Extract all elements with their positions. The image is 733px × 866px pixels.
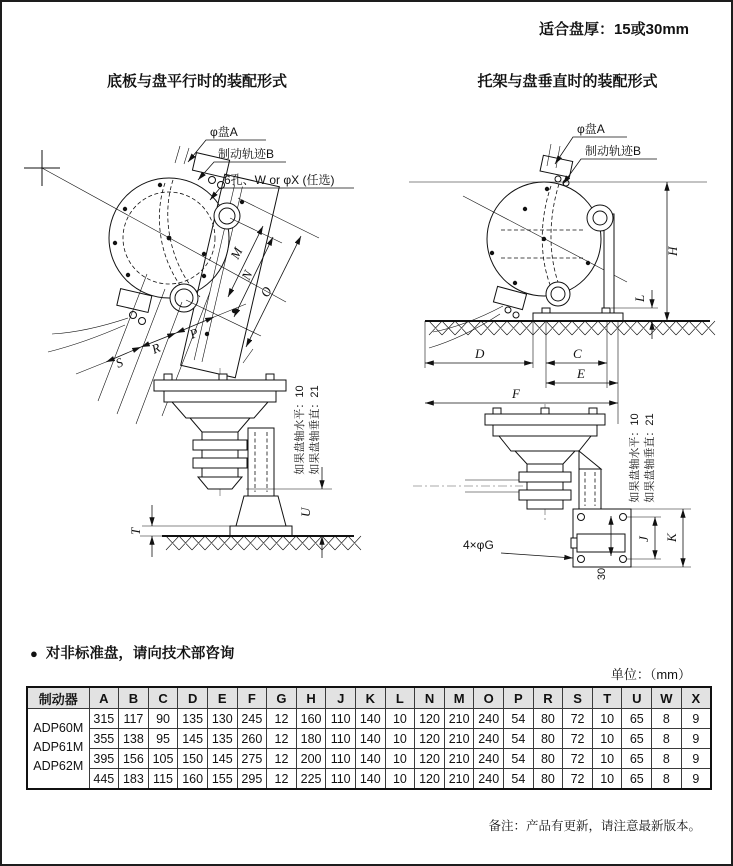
left-drawing-svg	[14, 106, 402, 614]
table-header-row	[27, 687, 711, 709]
table-cell: 12	[267, 749, 297, 769]
foot-cone	[236, 496, 286, 526]
table-cell: 110	[326, 729, 356, 749]
table-cell: 10	[592, 729, 622, 749]
unit-note: 单位：（mm）	[610, 667, 691, 682]
axis-vertical-note: 如果盘轴垂直：21	[309, 385, 321, 475]
base-pad	[230, 526, 292, 536]
model-label: ADP61M	[33, 739, 84, 754]
table-cell: 9	[681, 729, 711, 749]
table-cell: 225	[296, 769, 326, 790]
table-cell: 105	[148, 749, 178, 769]
table-cell: 120	[415, 749, 445, 769]
model-label: ADP62M	[33, 758, 84, 773]
flange-plate	[154, 380, 286, 391]
dim-j: J	[636, 536, 651, 542]
table-cell: 260	[237, 729, 267, 749]
dim-e: E	[577, 366, 585, 381]
table-header-k: K	[355, 687, 385, 709]
table-header-o: O	[474, 687, 504, 709]
table-cell: 9	[681, 749, 711, 769]
cable-curve	[429, 306, 503, 348]
table-cell: 10	[385, 769, 415, 790]
disc-a-label: φ盘A	[210, 125, 238, 139]
table-cell: 240	[474, 749, 504, 769]
table-cell: 445	[89, 769, 119, 790]
consult-note	[30, 642, 234, 663]
axis-vertical-note: 如果盘轴垂直：21	[644, 413, 656, 503]
table-cell: 355	[89, 729, 119, 749]
table-cell: 117	[119, 709, 149, 729]
table-cell: 8	[652, 709, 682, 729]
model-column-cell	[27, 709, 89, 790]
table-cell: 150	[178, 749, 208, 769]
table-cell: 80	[533, 729, 563, 749]
table-cell: 54	[504, 749, 534, 769]
table-cell: 156	[119, 749, 149, 769]
left-drawing-title: 底板与盘平行时的装配形式	[106, 73, 287, 90]
table-header-d: D	[178, 687, 208, 709]
table-cell: 135	[207, 729, 237, 749]
disc-a-label: φ盘A	[577, 122, 605, 136]
table-cell: 10	[592, 709, 622, 729]
dim-h: H	[665, 246, 680, 256]
table-cell: 65	[622, 769, 652, 790]
table-cell: 8	[652, 769, 682, 790]
table-cell: 80	[533, 769, 563, 790]
table-cell: 65	[622, 709, 652, 729]
table-cell: 8	[652, 729, 682, 749]
table-cell: 90	[148, 709, 178, 729]
dimension-table	[26, 686, 712, 790]
table-header-p: P	[504, 687, 534, 709]
track-b-label: 制动轨迹B	[585, 144, 642, 158]
table-cell: 183	[119, 769, 149, 790]
table-cell: 54	[504, 729, 534, 749]
table-cell: 240	[474, 769, 504, 790]
ground-hatch	[429, 321, 715, 335]
dim-t: T	[128, 527, 143, 535]
bolt-holes-label: 4×φG	[463, 538, 494, 552]
table-row	[27, 769, 711, 790]
dim-p: P	[187, 324, 201, 342]
table-cell: 275	[237, 749, 267, 769]
table-cell: 54	[504, 769, 534, 790]
table-cell: 160	[296, 709, 326, 729]
table-header-e: E	[207, 687, 237, 709]
cable-curve	[52, 318, 128, 334]
dim-d: D	[475, 346, 485, 361]
table-cell: 10	[385, 749, 415, 769]
table-cell: 72	[563, 729, 593, 749]
table-cell: 130	[207, 709, 237, 729]
table-cell: 240	[474, 729, 504, 749]
flange-plate	[485, 414, 605, 425]
table-cell: 395	[89, 749, 119, 769]
table-header-m: M	[444, 687, 474, 709]
table-cell: 210	[444, 729, 474, 749]
table-cell: 72	[563, 709, 593, 729]
table-cell: 65	[622, 729, 652, 749]
table-cell: 72	[563, 749, 593, 769]
track-b-label: 制动轨迹B	[218, 147, 275, 161]
table-cell: 140	[355, 749, 385, 769]
table-cell: 80	[533, 709, 563, 729]
dim-s: S	[113, 354, 126, 371]
table-cell: 9	[681, 709, 711, 729]
mount-hole-top	[214, 203, 240, 229]
dim-o: O	[257, 284, 275, 300]
table-cell: 12	[267, 769, 297, 790]
table-cell: 10	[385, 709, 415, 729]
table-header-u: U	[622, 687, 652, 709]
dim-r: R	[149, 339, 163, 357]
mount-hole-bottom	[170, 284, 198, 312]
table-cell: 210	[444, 769, 474, 790]
dim-u: U	[298, 507, 313, 517]
table-cell: 140	[355, 729, 385, 749]
table-cell: 200	[296, 749, 326, 769]
dimension-table-wrap	[26, 686, 712, 790]
right-drawing-svg	[405, 106, 727, 614]
axis-horizontal-note: 如果盘轴水平：10	[629, 413, 641, 503]
table-cell: 315	[89, 709, 119, 729]
right-drawing	[405, 106, 727, 619]
table-cell: 110	[326, 769, 356, 790]
foot-block	[577, 534, 625, 552]
dim-k: K	[664, 533, 679, 542]
table-cell: 120	[415, 729, 445, 749]
table-cell: 240	[474, 709, 504, 729]
table-cell: 145	[207, 749, 237, 769]
dim-m: M	[227, 244, 246, 262]
table-header-j: J	[326, 687, 356, 709]
table-cell: 54	[504, 709, 534, 729]
table-header-c: C	[148, 687, 178, 709]
table-header-g: G	[267, 687, 297, 709]
table-cell: 295	[237, 769, 267, 790]
table-header-b: B	[119, 687, 149, 709]
table-header-n: N	[415, 687, 445, 709]
dim-f: F	[512, 386, 520, 401]
table-header-a: A	[89, 687, 119, 709]
bullet-icon: ●	[30, 646, 38, 661]
table-cell: 9	[681, 769, 711, 790]
table-cell: 145	[178, 729, 208, 749]
ground-hatch	[166, 536, 361, 550]
model-label: ADP60M	[33, 720, 84, 735]
table-header-w: W	[652, 687, 682, 709]
support-arm	[248, 428, 274, 496]
table-cell: 8	[652, 749, 682, 769]
table-row	[27, 709, 711, 729]
table-header-t: T	[592, 687, 622, 709]
table-cell: 12	[267, 709, 297, 729]
table-header-h: H	[296, 687, 326, 709]
dim-30: 30	[596, 567, 608, 581]
table-cell: 210	[444, 709, 474, 729]
table-cell: 10	[592, 749, 622, 769]
table-row	[27, 749, 711, 769]
table-cell: 120	[415, 709, 445, 729]
dim-c: C	[573, 346, 582, 361]
consult-note-text: 对非标准盘，请向技术部咨询	[45, 646, 235, 662]
table-cell: 210	[444, 749, 474, 769]
table-cell: 120	[415, 769, 445, 790]
table-cell: 12	[267, 729, 297, 749]
table-header-model: 制动器	[27, 687, 89, 709]
table-header-f: F	[237, 687, 267, 709]
table-cell: 110	[326, 709, 356, 729]
dim-l: L	[632, 294, 647, 302]
table-cell: 138	[119, 729, 149, 749]
table-cell: 140	[355, 769, 385, 790]
table-header-s: S	[563, 687, 593, 709]
table-cell: 65	[622, 749, 652, 769]
table-cell: 72	[563, 769, 593, 790]
table-cell: 155	[207, 769, 237, 790]
bracket-base	[533, 313, 623, 321]
table-cell: 10	[385, 729, 415, 749]
axis-horizontal-note: 如果盘轴水平：10	[294, 385, 306, 475]
disc-thickness-note: 适合盘厚：15或30mm	[538, 21, 689, 38]
table-cell: 115	[148, 769, 178, 790]
table-header-r: R	[533, 687, 563, 709]
footer-note: 备注：产品有更新，请注意最新版本。	[488, 819, 701, 833]
left-drawing	[14, 106, 402, 619]
table-cell: 110	[326, 749, 356, 769]
table-cell: 180	[296, 729, 326, 749]
table-row	[27, 729, 711, 749]
bottom-clamp	[117, 289, 152, 313]
dim-n: N	[238, 267, 256, 283]
holes-label: 6孔、W or φX (任选)	[224, 173, 335, 187]
table-cell: 135	[178, 709, 208, 729]
lower-pivot	[546, 282, 570, 306]
table-cell: 245	[237, 709, 267, 729]
table-header-x: X	[681, 687, 711, 709]
table-cell: 10	[592, 769, 622, 790]
table-cell: 160	[178, 769, 208, 790]
right-drawing-title: 托架与盘垂直时的装配形式	[477, 73, 658, 90]
table-cell: 95	[148, 729, 178, 749]
table-cell: 140	[355, 709, 385, 729]
table-header-l: L	[385, 687, 415, 709]
support-arm	[579, 469, 601, 511]
table-cell: 80	[533, 749, 563, 769]
bracket-pivot	[587, 205, 613, 231]
